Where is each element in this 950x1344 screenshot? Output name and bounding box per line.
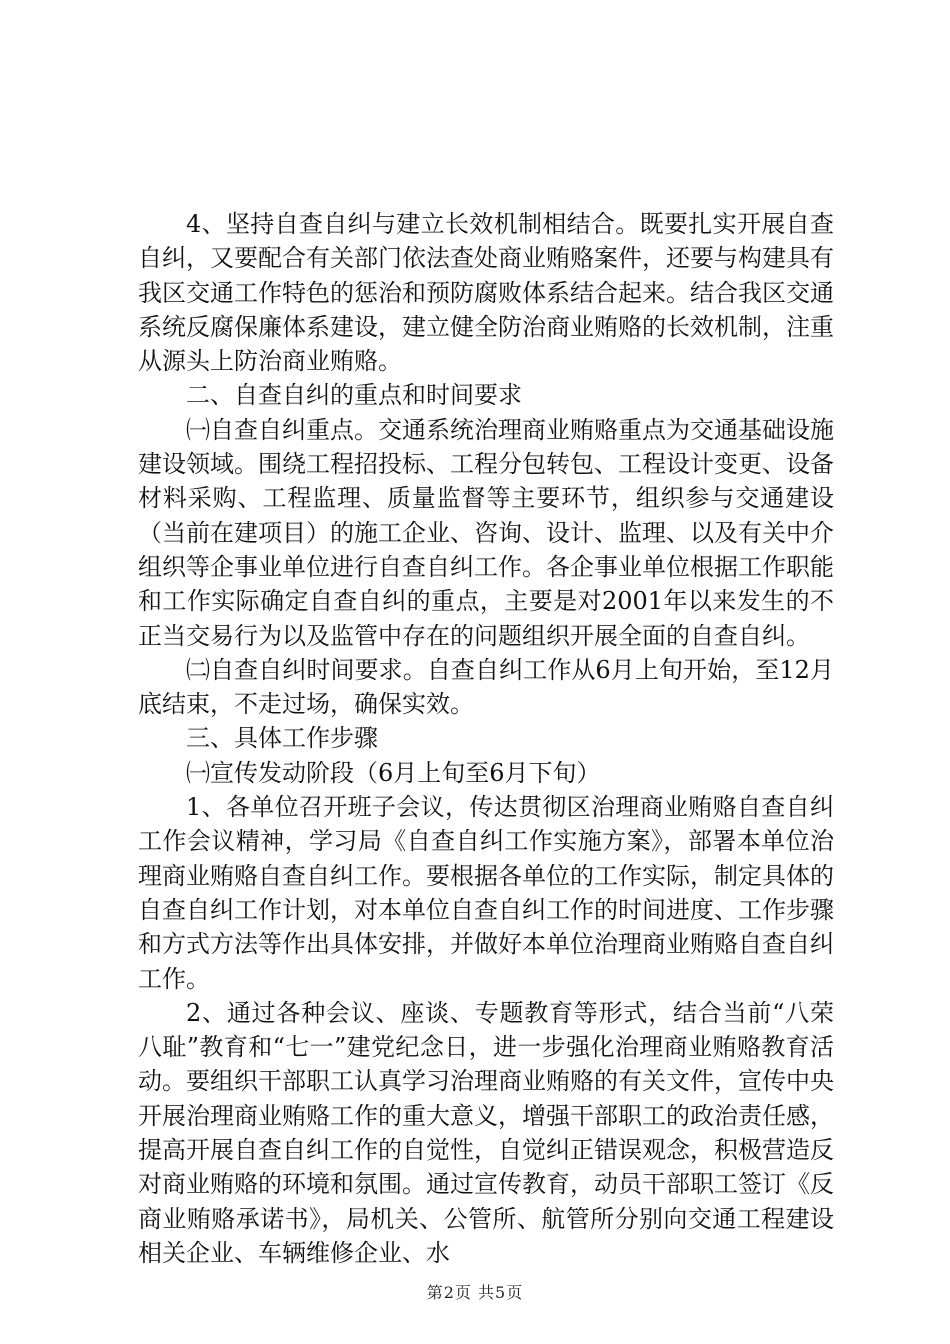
section-heading-work-steps: 三、具体工作步骤: [186, 724, 378, 753]
paragraph-long-term-mechanism: 4、坚持自查自纠与建立长效机制相结合。既要扎实开展自查自纠，又要配合有关部门依法查处商业贿赂案件，还要与构建具有我区交通工作特色的惩治和预防腐败体系结合起来。结合我区交通系统反腐保廉体系建设，建立健全防治商业贿赂的长效机制，注重从源头上防治商业贿赂。: [138, 210, 834, 376]
document-body: [138, 207, 834, 1270]
subheading-publicity-stage: ㈠宣传发动阶段（6月上旬至6月下旬）: [186, 758, 601, 787]
paragraph-step-1: 1、各单位召开班子会议，传达贯彻区治理商业贿赂自查自纠工作会议精神，学习局《自查自纠工作实施方案》，部署本单位治理商业贿赂自查自纠工作。要根据各单位的工作实际，制定具体的自查自纠工作计划，对本单位自查自纠工作的时间进度、工作步骤和方式方法等作出具体安排，并做好本单位治理商业贿赂自查自纠工作。: [138, 793, 834, 993]
paragraph-step-2: 2、通过各种会议、座谈、专题教育等形式，结合当前“八荣八耻”教育和“七一”建党纪念日，进一步强化治理商业贿赂教育活动。要组织干部职工认真学习治理商业贿赂的有关文件，宣传中央开展治理商业贿赂工作的重大意义，增强干部职工的政治责任感，提高开展自查自纠工作的自觉性，自觉纠正错误观念，积极营造反对商业贿赂的环境和氛围。通过宣传教育，动员干部职工签订《反商业贿赂承诺书》，局机关、公管所、航管所分别向交通工程建设相关企业、车辆维修企业、水: [138, 998, 834, 1267]
section-heading-key-points: 二、自查自纠的重点和时间要求: [186, 381, 522, 410]
paragraph-time-requirements: ㈡自查自纠时间要求。自查自纠工作从6月上旬开始，至12月底结束，不走过场，确保实效。: [138, 655, 834, 719]
paragraph-self-check-focus: ㈠自查自纠重点。交通系统治理商业贿赂重点为交通基础设施建设领域。围绕工程招投标、工程分包转包、工程设计变更、设备材料采购、工程监理、质量监督等主要环节，组织参与交通建设（当前在建项目）的施工企业、咨询、设计、监理、以及有关中介组织等企事业单位进行自查自纠工作。各企事业单位根据工作职能和工作实际确定自查自纠的重点，主要是对2001年以来发生的不正当交易行为以及监管中存在的问题组织开展全面的自查自纠。: [138, 415, 834, 650]
page-number-footer: 第2页 共5页: [426, 1283, 524, 1302]
